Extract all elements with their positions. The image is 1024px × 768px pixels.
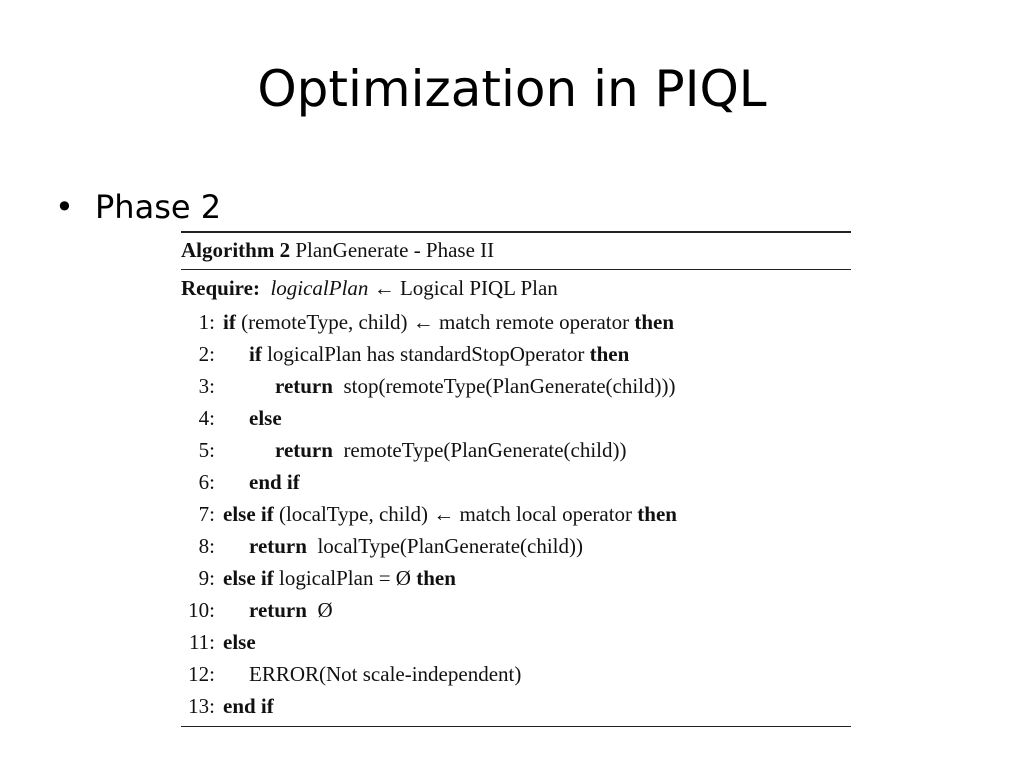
- keyword: else if: [223, 566, 274, 590]
- line-body: [249, 530, 583, 562]
- algorithm-label: Algorithm 2: [181, 238, 291, 262]
- keyword: then: [634, 310, 675, 334]
- code-text: stop(remoteType(PlanGenerate(child))): [332, 374, 676, 398]
- code-text: ERROR(Not scale-independent): [249, 662, 522, 686]
- algorithm-line: [181, 594, 851, 626]
- line-body: [223, 306, 674, 338]
- keyword: return: [275, 374, 333, 398]
- keyword: then: [637, 502, 677, 526]
- line-number: 6:: [198, 470, 215, 494]
- keyword: else if: [223, 502, 274, 526]
- algorithm-lines: [181, 306, 851, 722]
- line-number: 13:: [188, 694, 215, 718]
- keyword: else: [249, 406, 282, 430]
- keyword: return: [249, 534, 307, 558]
- algorithm-line: [181, 626, 851, 658]
- line-number: 12:: [188, 662, 215, 686]
- algorithm-line: [181, 306, 851, 338]
- keyword: if: [223, 310, 236, 334]
- line-body: [249, 466, 300, 498]
- bullet-dot-icon: •: [55, 188, 74, 226]
- algorithm-line: [181, 562, 851, 594]
- algorithm-bottom-rule: [181, 726, 851, 727]
- keyword: then: [589, 342, 630, 366]
- algorithm-name: PlanGenerate - Phase II: [295, 238, 495, 262]
- algorithm-require: [181, 270, 851, 306]
- keyword: return: [275, 438, 333, 462]
- keyword: if: [249, 342, 262, 366]
- line-body: [249, 658, 521, 690]
- code-text: localType(PlanGenerate(child)): [306, 534, 584, 558]
- keyword: then: [416, 566, 456, 590]
- line-number: 4:: [198, 406, 215, 430]
- line-number: 10:: [188, 598, 215, 622]
- algorithm-line: [181, 338, 851, 370]
- code-text: (localType, child) ← match local operator: [273, 502, 638, 526]
- algorithm-line: [181, 434, 851, 466]
- slide-title: Optimization in PIQL: [257, 60, 767, 118]
- line-body: [223, 498, 677, 530]
- require-variable: logicalPlan: [270, 276, 369, 300]
- line-body: [223, 626, 256, 658]
- keyword: end if: [223, 694, 274, 718]
- line-body: [223, 690, 274, 722]
- code-text: logicalPlan = Ø: [273, 566, 417, 590]
- algorithm-line: [181, 690, 851, 722]
- line-number: 1:: [198, 310, 215, 334]
- line-number: 9:: [198, 566, 215, 590]
- algorithm-line: [181, 498, 851, 530]
- keyword: return: [249, 598, 307, 622]
- algorithm-line: [181, 402, 851, 434]
- line-body: [249, 594, 333, 626]
- require-keyword: Require:: [181, 276, 260, 300]
- require-text: ← Logical PIQL Plan: [368, 276, 558, 300]
- line-number: 8:: [198, 534, 215, 558]
- line-body: [275, 434, 627, 466]
- line-number: 7:: [198, 502, 215, 526]
- line-body: [249, 402, 282, 434]
- line-number: 11:: [188, 630, 215, 654]
- line-body: [249, 338, 629, 370]
- code-text: Ø: [306, 598, 333, 622]
- algorithm-header: [181, 233, 851, 269]
- line-number: 2:: [198, 342, 215, 366]
- bullet-text: Phase 2: [95, 188, 222, 226]
- code-text: logicalPlan has standardStopOperator: [261, 342, 590, 366]
- keyword: else: [223, 630, 256, 654]
- bullet-item: [55, 190, 221, 225]
- line-number: 3:: [198, 374, 215, 398]
- code-text: (remoteType, child) ← match remote operator: [235, 310, 635, 334]
- code-text: remoteType(PlanGenerate(child)): [332, 438, 627, 462]
- line-body: [275, 370, 676, 402]
- algorithm-line: [181, 370, 851, 402]
- algorithm-line: [181, 530, 851, 562]
- keyword: end if: [249, 470, 300, 494]
- algorithm-line: [181, 466, 851, 498]
- algorithm-line: [181, 658, 851, 690]
- line-body: [223, 562, 456, 594]
- algorithm-box: [181, 231, 851, 727]
- line-number: 5:: [198, 438, 215, 462]
